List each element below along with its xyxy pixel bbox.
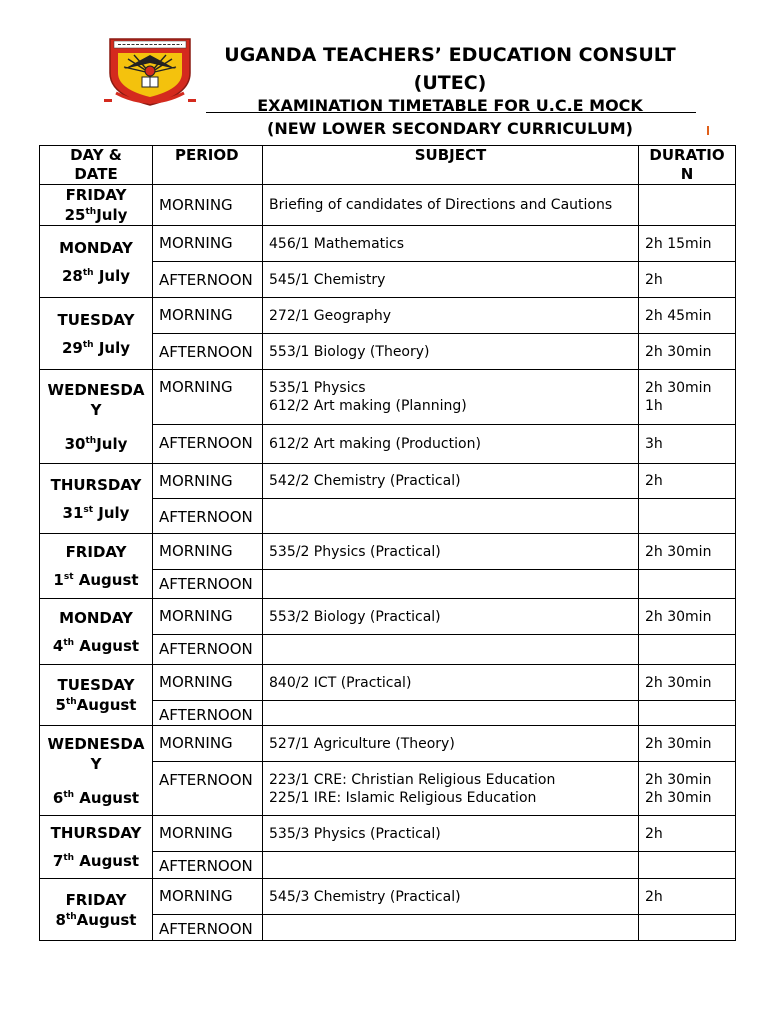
header-duration: DURATION	[639, 146, 736, 185]
duration-cell	[639, 334, 736, 370]
day-spacer	[46, 495, 146, 503]
subject-cell	[263, 635, 639, 665]
day-name: MONDAY	[59, 608, 133, 627]
subject-cell	[263, 534, 639, 570]
table-row	[40, 726, 736, 762]
subject-cell-line: 612/2 Art making (Planning)	[269, 398, 467, 414]
period-cell: AFTERNOON	[153, 570, 263, 599]
table-row	[40, 879, 736, 915]
header-day-date: DAY & DATE	[40, 146, 153, 185]
period-cell: MORNING	[153, 226, 263, 262]
day-date	[46, 503, 146, 523]
period-cell: AFTERNOON	[153, 262, 263, 298]
duration-cell-line: 2h 45min	[645, 307, 712, 324]
duration-cell	[639, 852, 736, 879]
subject-cell-line: 840/2 ICT (Practical)	[269, 674, 412, 691]
period-cell: AFTERNOON	[153, 334, 263, 370]
subject-cell	[263, 298, 639, 334]
subject-cell-line: 535/3 Physics (Practical)	[269, 825, 441, 842]
day-date	[46, 434, 146, 454]
date-ordinal: st	[63, 572, 74, 582]
date-month: August	[76, 910, 137, 929]
date-ordinal: th	[85, 207, 97, 217]
duration-cell-line: 2h 30min	[645, 789, 712, 806]
period-cell: AFTERNOON	[153, 635, 263, 665]
duration-cell-line: 2h 15min	[645, 235, 712, 252]
subject-cell-line: 612/2 Art making (Production)	[269, 436, 481, 452]
duration-cell-line: 2h 30min	[645, 771, 712, 788]
subject-cell	[263, 185, 639, 226]
period-cell: MORNING	[153, 370, 263, 425]
day-date	[46, 338, 146, 358]
day-date	[46, 695, 146, 715]
date-number: 28	[62, 266, 83, 285]
day-name: FRIDAY	[65, 890, 127, 909]
duration-cell	[639, 701, 736, 726]
duration-cell	[639, 534, 736, 570]
subject-cell	[263, 879, 639, 915]
date-ordinal: th	[82, 267, 94, 278]
day-date-cell	[40, 879, 153, 941]
day-spacer	[46, 843, 146, 851]
timetable-title: EXAMINATION TIMETABLE FOR U.C.E MOCK	[257, 96, 643, 115]
date-month: July	[93, 266, 130, 285]
subject-cell-line: 545/3 Chemistry (Practical)	[269, 888, 461, 905]
day-spacer	[46, 420, 146, 434]
period-cell: MORNING	[153, 816, 263, 852]
duration-cell-line: 2h	[645, 473, 663, 489]
subject-cell-line: 456/1 Mathematics	[269, 235, 405, 252]
duration-cell	[639, 464, 736, 499]
day-name: MONDAY	[59, 238, 133, 257]
subject-cell	[263, 852, 639, 879]
duration-cell	[639, 425, 736, 464]
date-month: August	[74, 636, 140, 655]
table-row	[40, 298, 736, 334]
subject-cell-line: 225/1 IRE: Islamic Religious Education	[269, 789, 537, 806]
duration-cell-line: 2h 30min	[645, 343, 712, 360]
period-cell: MORNING	[153, 879, 263, 915]
duration-cell-line: 2h 30min	[645, 543, 712, 560]
day-date-cell	[40, 464, 153, 534]
period-cell: AFTERNOON	[153, 701, 263, 726]
date-number: 1	[53, 571, 64, 589]
day-date	[46, 570, 146, 590]
subject-cell	[263, 370, 639, 425]
day-name: TUESDAY	[57, 676, 135, 694]
date-month: July	[96, 206, 128, 224]
duration-cell-line: 2h	[645, 825, 663, 842]
period-cell: MORNING	[153, 665, 263, 701]
date-number: 6	[52, 788, 64, 807]
duration-cell	[639, 599, 736, 635]
subject-cell	[263, 915, 639, 941]
day-date-cell	[40, 665, 153, 726]
day-name: FRIDAY	[65, 186, 127, 204]
day-name: FRIDAY	[65, 543, 127, 561]
period-cell: MORNING	[153, 534, 263, 570]
duration-cell	[639, 816, 736, 852]
period-cell: MORNING	[153, 298, 263, 334]
duration-cell	[639, 185, 736, 226]
duration-cell-line: 3h	[645, 436, 663, 452]
timetable-subtitle: (NEW LOWER SECONDARY CURRICULUM)	[267, 119, 633, 138]
date-month: August	[73, 571, 139, 589]
subject-cell-line: 553/2 Biology (Practical)	[269, 608, 441, 625]
subject-cell	[263, 226, 639, 262]
date-ordinal: th	[65, 911, 77, 922]
header-subject: SUBJECT	[263, 146, 639, 185]
table-row	[40, 370, 736, 425]
day-date-cell	[40, 726, 153, 816]
table-row	[40, 599, 736, 635]
org-abbreviation: (UTEC)	[413, 72, 487, 94]
subject-cell	[263, 726, 639, 762]
period-cell: AFTERNOON	[153, 425, 263, 464]
org-name: UGANDA TEACHERS’ EDUCATION CONSULT	[224, 44, 676, 66]
subject-cell	[263, 425, 639, 464]
period-cell: AFTERNOON	[153, 499, 263, 534]
date-month: July	[93, 503, 130, 522]
day-date	[46, 851, 146, 871]
duration-cell	[639, 726, 736, 762]
day-name: THURSDAY	[50, 475, 142, 494]
day-name: WEDNESDAY	[47, 380, 145, 419]
subject-cell	[263, 499, 639, 534]
subject-cell-line: 545/1 Chemistry	[269, 271, 386, 288]
table-row	[40, 816, 736, 852]
table-row	[40, 226, 736, 262]
subject-cell	[263, 599, 639, 635]
duration-cell	[639, 298, 736, 334]
subject-cell-line: Briefing of candidates of Directions and Cautions	[269, 197, 613, 213]
date-month: August	[76, 696, 137, 714]
date-number: 8	[55, 910, 66, 929]
day-date	[46, 910, 146, 930]
duration-cell	[639, 499, 736, 534]
day-date	[46, 266, 146, 286]
date-ordinal: th	[65, 697, 77, 707]
date-number: 31	[62, 503, 84, 522]
duration-cell-line: 2h 30min	[645, 735, 712, 752]
date-month: August	[74, 788, 140, 807]
day-date-cell	[40, 816, 153, 879]
day-name: THURSDAY	[50, 824, 142, 842]
date-ordinal: th	[63, 853, 75, 863]
date-number: 30	[64, 434, 86, 453]
period-cell: MORNING	[153, 185, 263, 226]
duration-cell	[639, 570, 736, 599]
period-cell: MORNING	[153, 726, 263, 762]
day-spacer	[46, 258, 146, 266]
subject-cell	[263, 816, 639, 852]
day-name: WEDNESDAY	[47, 734, 145, 773]
day-date	[46, 205, 146, 225]
day-date	[46, 788, 146, 808]
date-ordinal: th	[63, 637, 75, 648]
duration-cell-line: 2h	[645, 271, 663, 288]
period-cell: MORNING	[153, 599, 263, 635]
duration-cell-line: 2h 30min	[645, 608, 712, 625]
date-number: 25	[64, 206, 86, 224]
date-ordinal: th	[82, 339, 94, 350]
date-number: 29	[62, 338, 83, 357]
table-row	[40, 185, 736, 226]
duration-cell-line: 1h	[645, 398, 663, 414]
day-spacer	[46, 774, 146, 788]
duration-cell	[639, 226, 736, 262]
date-ordinal: th	[85, 435, 97, 446]
subject-cell	[263, 665, 639, 701]
duration-cell-line: 2h	[645, 888, 663, 905]
subject-cell	[263, 334, 639, 370]
day-date-cell	[40, 599, 153, 665]
duration-cell-line: 2h 30min	[645, 380, 712, 396]
table-row	[40, 464, 736, 499]
table-row	[40, 665, 736, 701]
period-cell: AFTERNOON	[153, 915, 263, 941]
subject-cell	[263, 701, 639, 726]
date-month: August	[74, 852, 140, 870]
subject-cell-line: 535/1 Physics	[269, 380, 366, 396]
subject-cell-line: 223/1 CRE: Christian Religious Education	[269, 771, 556, 788]
cursor-mark	[707, 126, 709, 135]
date-number: 4	[52, 636, 64, 655]
day-date-cell	[40, 298, 153, 370]
utec-logo-crest-icon	[104, 33, 196, 107]
duration-cell	[639, 262, 736, 298]
exam-timetable	[39, 145, 736, 941]
day-spacer	[46, 330, 146, 338]
duration-cell	[639, 370, 736, 425]
day-date	[46, 636, 146, 656]
day-date-cell	[40, 185, 153, 226]
subject-cell-line: 535/2 Physics (Practical)	[269, 543, 441, 560]
day-spacer	[46, 562, 146, 570]
subject-cell-line: 527/1 Agriculture (Theory)	[269, 735, 455, 752]
duration-cell	[639, 915, 736, 941]
duration-cell	[639, 635, 736, 665]
day-date-cell	[40, 370, 153, 464]
duration-cell-line: 2h 30min	[645, 674, 712, 691]
day-date-cell	[40, 534, 153, 599]
table-row	[40, 534, 736, 570]
header-period: PERIOD	[153, 146, 263, 185]
subject-cell	[263, 762, 639, 816]
day-date-cell	[40, 226, 153, 298]
date-ordinal: th	[63, 789, 75, 800]
day-spacer	[46, 628, 146, 636]
subject-cell	[263, 464, 639, 499]
date-ordinal: st	[83, 504, 94, 515]
date-number: 7	[52, 852, 64, 870]
date-number: 5	[55, 696, 66, 714]
subject-cell	[263, 262, 639, 298]
subject-cell-line: 553/1 Biology (Theory)	[269, 343, 430, 360]
subject-cell	[263, 570, 639, 599]
subject-cell-line: 272/1 Geography	[269, 307, 392, 324]
duration-cell	[639, 762, 736, 816]
period-cell: AFTERNOON	[153, 852, 263, 879]
date-month: July	[93, 338, 130, 357]
duration-cell	[639, 665, 736, 701]
period-cell: AFTERNOON	[153, 762, 263, 816]
day-name: TUESDAY	[57, 310, 135, 329]
period-cell: MORNING	[153, 464, 263, 499]
subject-cell-line: 542/2 Chemistry (Practical)	[269, 473, 461, 489]
duration-cell	[639, 879, 736, 915]
date-month: July	[96, 434, 128, 453]
